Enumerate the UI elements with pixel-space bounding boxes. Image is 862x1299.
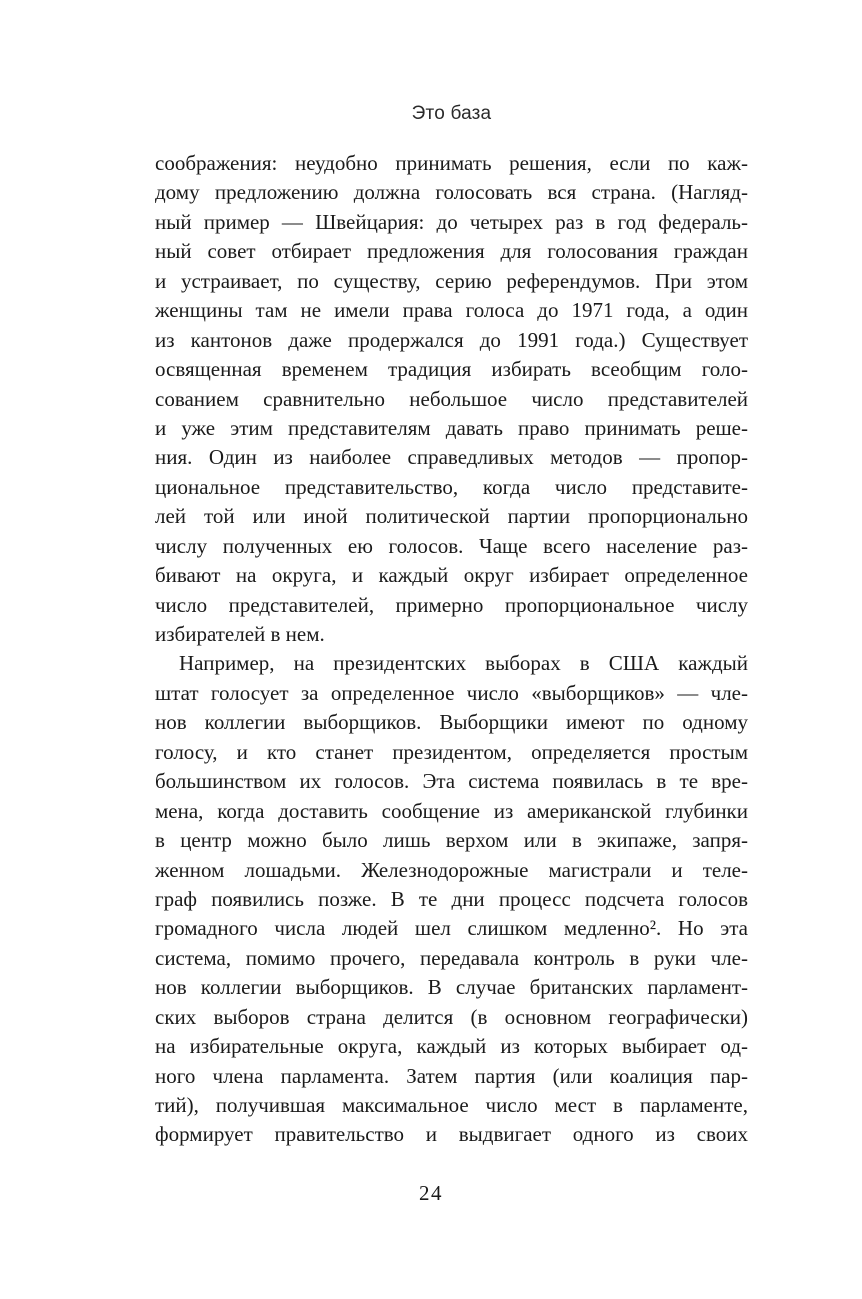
text-line: ских выборов страна делится (в основном географически) [155, 1004, 748, 1029]
running-head: Это база [411, 103, 492, 124]
text-line: громадного числа людей шел слишком медленно². Но эта [155, 916, 748, 941]
text-line: женном лошадьми. Железнодорожные магистрали и теле- [155, 857, 748, 882]
text-line: из кантонов даже продержался до 1991 года.) Существует [155, 327, 748, 352]
text-line: избирателей в нем. [155, 622, 325, 646]
text-line: число представителей, примерно пропорциональное числу [155, 592, 748, 617]
text-line: ный пример — Швейцария: до четырех раз в год федераль- [155, 209, 748, 234]
text-line: ный совет отбирает предложения для голосования граждан [155, 239, 748, 264]
text-line: Например, на президентских выборах в США каждый [179, 651, 748, 676]
text-line: формирует правительство и выдвигает одного из своих [155, 1122, 748, 1147]
page-number: 24 [419, 1181, 443, 1205]
text-line: сованием сравнительно небольшое число представителей [155, 386, 748, 411]
text-line: ного члена парламента. Затем партия (или коалиция пар- [155, 1063, 748, 1088]
text-line: нов коллегии выборщиков. Выборщики имеют по одному [155, 710, 748, 735]
text-line: соображения: неудобно принимать решения, если по каж- [155, 151, 748, 175]
body-text [155, 149, 748, 1150]
text-line: и устраивает, по существу, серию референдумов. При этом [155, 268, 748, 293]
text-line: штат голосует за определенное число «выборщиков» — чле- [155, 680, 748, 705]
text-line: граф появились позже. В те дни процесс подсчета голосов [155, 886, 748, 911]
text-line: большинством их голосов. Эта система появилась в те вре- [155, 769, 748, 794]
text-line: лей той или иной политической партии пропорционально [155, 504, 748, 529]
text-line: ния. Один из наиболее справедливых методов — пропор- [155, 445, 748, 470]
text-line: дому предложению должна голосовать вся страна. (Нагляд- [155, 180, 748, 205]
text-line: бивают на округа, и каждый округ избирает определенное [155, 563, 748, 588]
text-line: в центр можно было лишь верхом или в экипаже, запря- [155, 828, 748, 853]
text-line: на избирательные округа, каждый из которых выбирает од- [155, 1034, 748, 1059]
text-line: женщины там не имели права голоса до 1971 года, а один [155, 298, 748, 323]
text-line: нов коллегии выборщиков. В случае британских парламент- [155, 975, 748, 1000]
text-line: система, помимо прочего, передавала контроль в руки чле- [155, 945, 748, 970]
text-line: циональное представительство, когда число представите- [155, 474, 748, 499]
text-line: освященная временем традиция избирать всеобщим голо- [155, 357, 748, 382]
text-line: тий), получившая максимальное число мест в парламенте, [155, 1093, 748, 1117]
text-line: голосу, и кто станет президентом, определяется простым [155, 739, 748, 764]
text-line: и уже этим представителям давать право принимать реше- [155, 415, 748, 440]
text-line: числу полученных ею голосов. Чаще всего население раз- [155, 533, 748, 558]
text-line: мена, когда доставить сообщение из американской глубинки [155, 798, 748, 823]
